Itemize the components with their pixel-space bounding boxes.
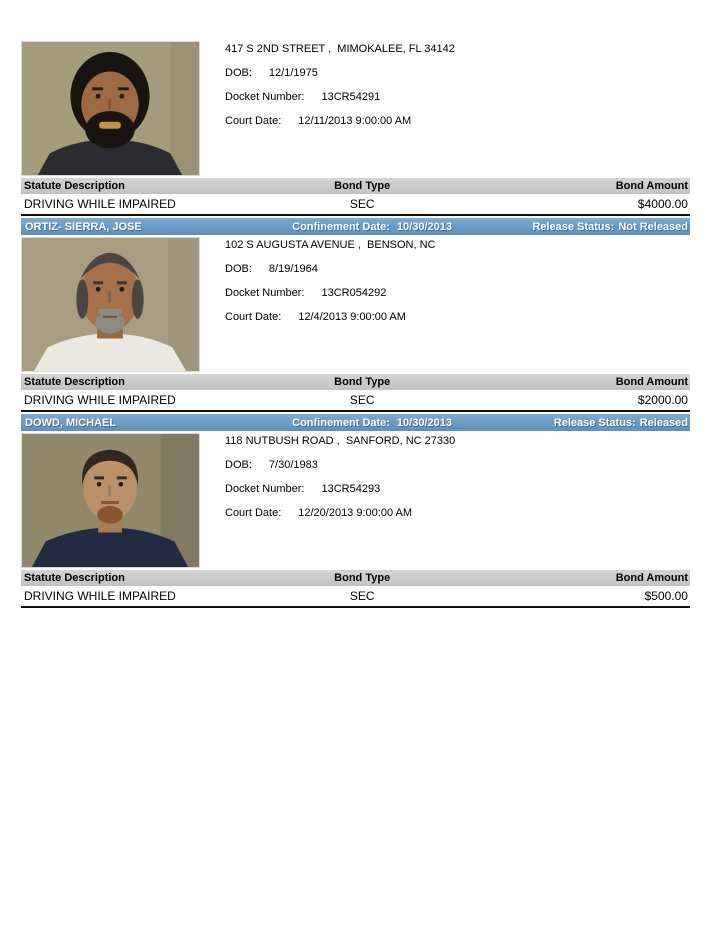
charge-bond-amount: $500.00 (644, 589, 688, 603)
court-date-label: Court Date: (225, 115, 282, 127)
charge-bond-type: SEC (349, 197, 375, 211)
release-status-value: Released (639, 416, 689, 429)
inmate-details (225, 239, 436, 335)
inmate-record (21, 218, 690, 412)
release-status-label: Release Status: (553, 416, 636, 429)
mugshot-photo (21, 41, 200, 176)
docket-line (225, 91, 455, 104)
court-date-label: Court Date: (225, 311, 282, 323)
charge-statute: DRIVING WHILE IMPAIRED (24, 589, 176, 603)
confinement-date-label: Confinement Date: (292, 220, 390, 233)
inmate-details (225, 43, 455, 139)
inmate-info-block (21, 41, 690, 177)
column-header-bond-amount: Bond Amount (615, 376, 688, 388)
court-date-value: 12/20/2013 9:00:00 AM (298, 507, 413, 519)
dob-line (225, 263, 436, 276)
docket-value: 13CR054292 (321, 287, 387, 299)
dob-line (225, 67, 455, 80)
confinement-date-value: 10/30/2013 (396, 416, 452, 429)
inmate-info-block (21, 433, 690, 569)
charges-table-header (21, 178, 690, 194)
mugshot-photo (21, 433, 200, 568)
inmate-banner (21, 218, 690, 235)
dob-value: 7/30/1983 (268, 459, 318, 471)
docket-label: Docket Number: (225, 91, 305, 103)
charge-statute: DRIVING WHILE IMPAIRED (24, 197, 176, 211)
charge-bond-amount: $4000.00 (637, 197, 688, 211)
dob-label: DOB: (225, 263, 252, 275)
inmate-banner (21, 414, 690, 431)
dob-label: DOB: (225, 67, 252, 79)
court-date-line (225, 507, 455, 520)
charge-bond-type: SEC (349, 589, 375, 603)
column-header-bond-amount: Bond Amount (615, 572, 688, 584)
docket-value: 13CR54293 (321, 483, 381, 495)
confinement-date-value: 10/30/2013 (396, 220, 452, 233)
column-header-statute-description: Statute Description (24, 180, 125, 192)
inmate-record (21, 41, 690, 216)
column-header-bond-type: Bond Type (334, 572, 391, 584)
inmate-name: ORTIZ- SIERRA, JOSE (25, 220, 142, 233)
inmate-address: 102 S AUGUSTA AVENUE , BENSON, NC (225, 239, 436, 251)
docket-value: 13CR54291 (321, 91, 381, 103)
mugshot-illustration (22, 434, 199, 567)
charge-bond-type: SEC (349, 393, 375, 407)
column-header-bond-type: Bond Type (334, 376, 391, 388)
charges-table-header (21, 570, 690, 586)
dob-line (225, 459, 455, 472)
court-date-line (225, 311, 436, 324)
column-header-statute-description: Statute Description (24, 572, 125, 584)
docket-line (225, 483, 455, 496)
docket-label: Docket Number: (225, 483, 305, 495)
confinement-date-label: Confinement Date: (292, 416, 390, 429)
dob-label: DOB: (225, 459, 252, 471)
docket-line (225, 287, 436, 300)
charge-row (21, 586, 690, 608)
release-status-value: Not Released (618, 220, 689, 233)
court-date-value: 12/4/2013 9:00:00 AM (298, 311, 406, 323)
court-date-value: 12/11/2013 9:00:00 AM (298, 115, 412, 127)
charges-table-header (21, 374, 690, 390)
charge-statute: DRIVING WHILE IMPAIRED (24, 393, 176, 407)
mugshot-photo (21, 237, 200, 372)
inmate-record (21, 414, 690, 608)
court-date-label: Court Date: (225, 507, 282, 519)
charge-bond-amount: $2000.00 (637, 393, 688, 407)
mugshot-illustration (22, 42, 199, 175)
dob-value: 8/19/1964 (268, 263, 318, 275)
dob-value: 12/1/1975 (268, 67, 318, 79)
inmate-name: DOWD, MICHAEL (25, 416, 117, 429)
column-header-bond-type: Bond Type (334, 180, 391, 192)
court-date-line (225, 115, 455, 128)
mugshot-illustration (22, 238, 199, 371)
column-header-bond-amount: Bond Amount (615, 180, 688, 192)
column-header-statute-description: Statute Description (24, 376, 125, 388)
inmate-address: 417 S 2ND STREET , MIMOKALEE, FL 34142 (225, 43, 455, 55)
release-status-label: Release Status: (532, 220, 615, 233)
inmate-info-block (21, 237, 690, 373)
inmate-address: 118 NUTBUSH ROAD , SANFORD, NC 27330 (225, 435, 456, 447)
bond-report-page (21, 41, 690, 608)
inmate-details (225, 435, 455, 531)
docket-label: Docket Number: (225, 287, 305, 299)
